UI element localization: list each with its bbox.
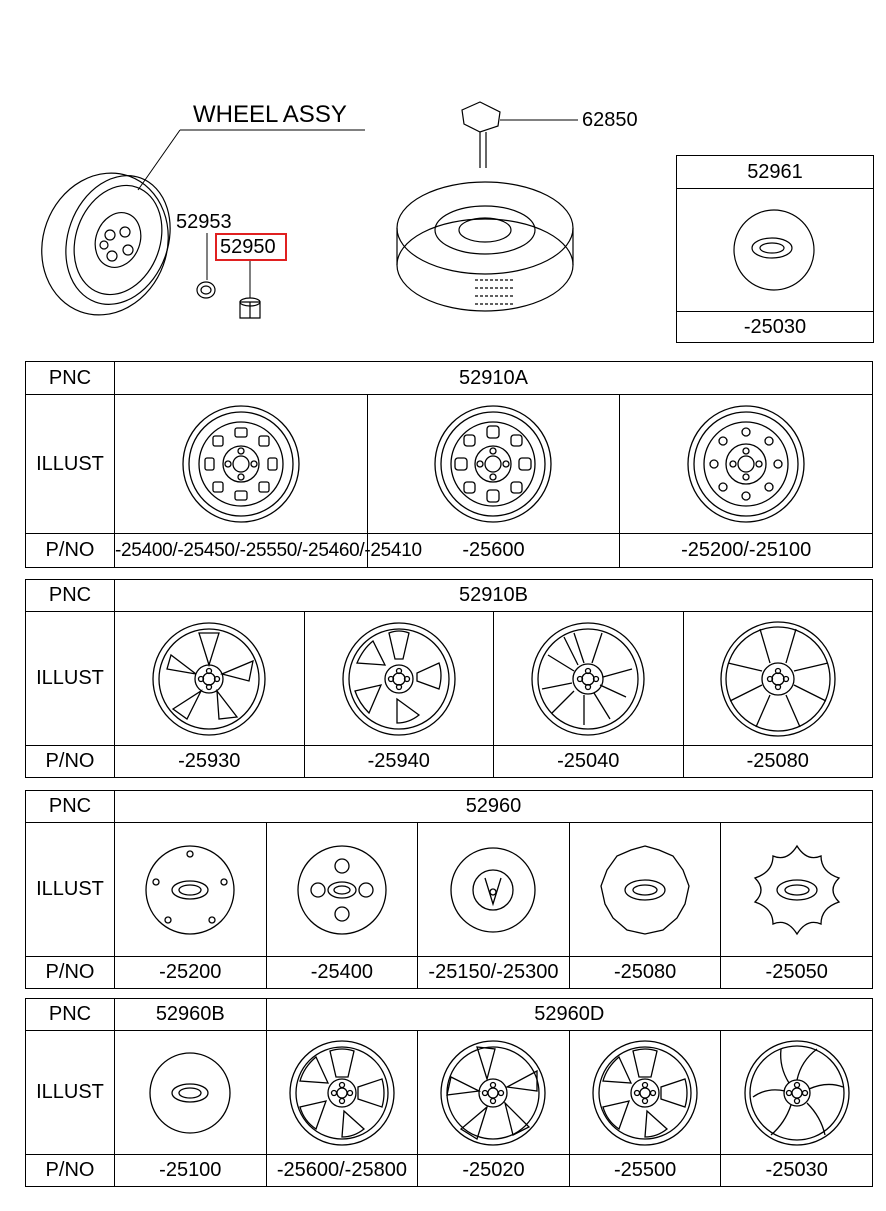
pno-value[interactable]: -25080 bbox=[569, 957, 721, 989]
row-label-pno: P/NO bbox=[26, 534, 115, 568]
pnc-value[interactable]: 52960D bbox=[266, 999, 872, 1031]
pno-value[interactable]: -25020 bbox=[418, 1155, 570, 1187]
row-label-pnc: PNC bbox=[26, 362, 115, 395]
alloy-wheel-icon bbox=[589, 1037, 701, 1149]
illust-cell[interactable] bbox=[569, 823, 721, 957]
steel-wheel-icon bbox=[431, 402, 555, 526]
illust-cell[interactable] bbox=[266, 823, 418, 957]
illust-cell[interactable] bbox=[569, 1031, 721, 1155]
steel-wheel-icon bbox=[684, 402, 808, 526]
pnc-value[interactable]: 52910B bbox=[115, 580, 873, 612]
illust-cell[interactable] bbox=[418, 823, 570, 957]
parts-table-52910a bbox=[25, 361, 873, 568]
alloy-wheel-icon bbox=[741, 1037, 853, 1149]
parts-table-52960 bbox=[25, 790, 873, 989]
wheel-cap-icon bbox=[597, 842, 693, 938]
steel-wheel-icon bbox=[179, 402, 303, 526]
alloy-wheel-icon bbox=[339, 619, 459, 739]
alloy-wheel-icon bbox=[149, 619, 269, 739]
callout-62850[interactable]: 62850 bbox=[582, 109, 638, 131]
pno-value[interactable]: -25100 bbox=[115, 1155, 267, 1187]
parts-table-52960b-52960d bbox=[25, 998, 873, 1187]
row-label-illust: ILLUST bbox=[26, 1031, 115, 1155]
cap-box-pnc[interactable]: 52961 bbox=[747, 161, 803, 183]
wheel-cap-icon bbox=[747, 842, 847, 938]
illust-cell[interactable] bbox=[683, 612, 873, 746]
illust-cell[interactable] bbox=[494, 612, 684, 746]
row-label-pno: P/NO bbox=[26, 957, 115, 989]
pno-value[interactable]: -25030 bbox=[721, 1155, 873, 1187]
illust-cell[interactable] bbox=[304, 612, 494, 746]
parts-table-52910b bbox=[25, 579, 873, 778]
row-label-pno: P/NO bbox=[26, 1155, 115, 1187]
wheel-cap-icon bbox=[142, 842, 238, 938]
spare-tire-icon bbox=[397, 182, 573, 311]
wheel-cap-icon bbox=[445, 842, 541, 938]
pno-value[interactable]: -25940 bbox=[304, 746, 494, 778]
wheel-assy-label: WHEEL ASSY bbox=[193, 101, 347, 128]
pno-value[interactable]: -25040 bbox=[494, 746, 684, 778]
pno-value[interactable]: -25600 bbox=[367, 534, 620, 568]
row-label-pnc: PNC bbox=[26, 580, 115, 612]
alloy-wheel-icon bbox=[286, 1037, 398, 1149]
row-label-pnc: PNC bbox=[26, 791, 115, 823]
pno-value[interactable]: -25050 bbox=[721, 957, 873, 989]
row-label-illust: ILLUST bbox=[26, 612, 115, 746]
alloy-wheel-icon bbox=[718, 619, 838, 739]
lug-nut-icon bbox=[240, 298, 260, 318]
hold-down-bolt-icon bbox=[462, 102, 500, 168]
illust-cell[interactable] bbox=[115, 823, 267, 957]
pno-value[interactable]: -25200/-25100 bbox=[620, 534, 873, 568]
callout-52953[interactable]: 52953 bbox=[176, 211, 232, 233]
nut-washer-icon bbox=[197, 282, 215, 298]
pno-value[interactable]: -25150/-25300 bbox=[418, 957, 570, 989]
illust-cell[interactable] bbox=[115, 1031, 267, 1155]
wheel-cap-icon bbox=[294, 842, 390, 938]
wheel-assy-icon bbox=[22, 155, 188, 333]
pno-value[interactable]: -25930 bbox=[115, 746, 305, 778]
row-label-pno: P/NO bbox=[26, 746, 115, 778]
row-label-illust: ILLUST bbox=[26, 395, 115, 534]
illust-cell[interactable] bbox=[115, 612, 305, 746]
alloy-wheel-icon bbox=[528, 619, 648, 739]
cap-box-pno[interactable]: -25030 bbox=[743, 316, 807, 338]
callout-52950[interactable]: 52950 bbox=[220, 236, 276, 258]
illust-cell[interactable] bbox=[367, 395, 620, 534]
illust-cell[interactable] bbox=[418, 1031, 570, 1155]
row-label-illust: ILLUST bbox=[26, 823, 115, 957]
alloy-wheel-icon bbox=[437, 1037, 549, 1149]
pno-value[interactable]: -25600/-25800 bbox=[266, 1155, 418, 1187]
pnc-value[interactable]: 52910A bbox=[115, 362, 873, 395]
pnc-value[interactable]: 52960B bbox=[115, 999, 267, 1031]
pno-value[interactable]: -25200 bbox=[115, 957, 267, 989]
pno-value[interactable]: -25500 bbox=[569, 1155, 721, 1187]
pno-value[interactable]: -25400 bbox=[266, 957, 418, 989]
pnc-value[interactable]: 52960 bbox=[115, 791, 873, 823]
illust-cell[interactable] bbox=[721, 1031, 873, 1155]
row-label-pnc: PNC bbox=[26, 999, 115, 1031]
wheel-cap-icon bbox=[144, 1047, 236, 1139]
illust-cell[interactable] bbox=[721, 823, 873, 957]
illust-cell[interactable] bbox=[620, 395, 873, 534]
illust-cell[interactable] bbox=[266, 1031, 418, 1155]
pno-value[interactable]: -25400/-25450/-25550/-25460/-25410 bbox=[115, 534, 368, 568]
illust-cell[interactable] bbox=[115, 395, 368, 534]
pno-value[interactable]: -25080 bbox=[683, 746, 873, 778]
